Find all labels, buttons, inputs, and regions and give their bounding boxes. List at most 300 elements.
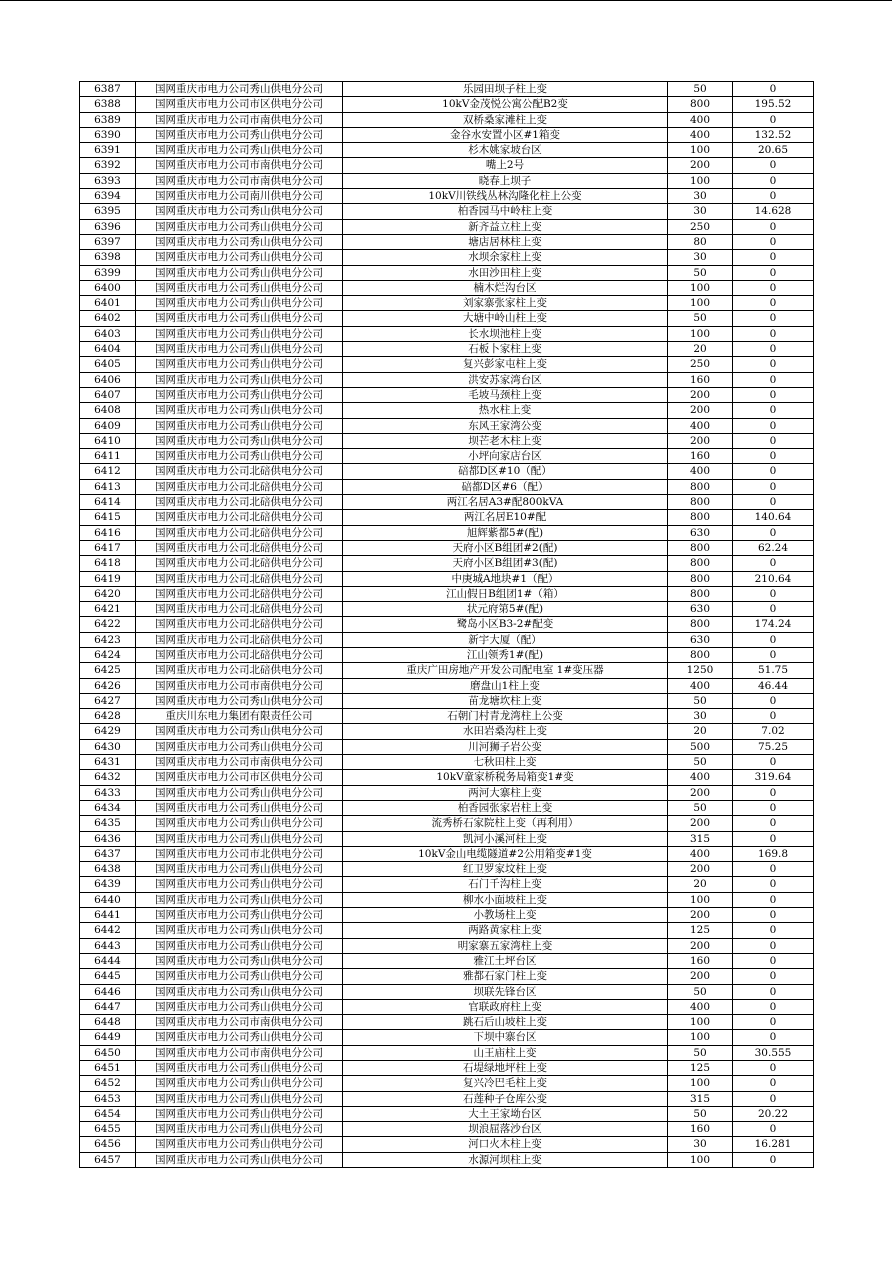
table-row [80,449,814,464]
capacity-cell: 100 [668,326,733,341]
row-number-cell: 6454 [80,1106,136,1121]
capacity-cell: 400 [668,112,733,127]
station-name-cell: 鹭岛小区B3-2#配变 [343,617,668,632]
row-number-cell: 6396 [80,219,136,234]
capacity-cell: 20 [668,342,733,357]
company-cell: 国网重庆市电力公司秀山供电分公司 [136,785,343,800]
value-cell: 0 [733,1015,814,1030]
station-name-cell: 两路黄家柱上变 [343,923,668,938]
station-name-cell: 磨盘山1柱上变 [343,678,668,693]
row-number-cell: 6435 [80,816,136,831]
station-name-cell: 水源河坝柱上变 [343,1152,668,1167]
station-name-cell: 重庆广田房地产开发公司配电室 1#变压器 [343,663,668,678]
value-cell: 132.52 [733,127,814,142]
station-name-cell: 热水柱上变 [343,403,668,418]
row-number-cell: 6436 [80,831,136,846]
row-number-cell: 6403 [80,326,136,341]
value-cell: 0 [733,280,814,295]
table-row [80,800,814,815]
value-cell: 0 [733,433,814,448]
table-row [80,953,814,968]
capacity-cell: 200 [668,969,733,984]
capacity-cell: 160 [668,372,733,387]
capacity-cell: 315 [668,1091,733,1106]
row-number-cell: 6388 [80,97,136,112]
value-cell: 0 [733,984,814,999]
station-name-cell: 江山假日B组团1#（箱） [343,586,668,601]
station-name-cell: 碚都D区#10（配） [343,464,668,479]
row-number-cell: 6434 [80,800,136,815]
value-cell: 0 [733,953,814,968]
row-number-cell: 6416 [80,525,136,540]
table-row [80,724,814,739]
company-cell: 国网重庆市电力公司秀山供电分公司 [136,892,343,907]
table-row [80,1045,814,1060]
capacity-cell: 125 [668,923,733,938]
capacity-cell: 800 [668,571,733,586]
table-row [80,999,814,1014]
capacity-cell: 30 [668,204,733,219]
capacity-cell: 315 [668,831,733,846]
row-number-cell: 6452 [80,1076,136,1091]
capacity-cell: 100 [668,892,733,907]
row-number-cell: 6414 [80,495,136,510]
station-name-cell: 柳水小面坡柱上变 [343,892,668,907]
company-cell: 国网重庆市电力公司市南供电分公司 [136,112,343,127]
table-row [80,1122,814,1137]
value-cell: 0 [733,250,814,265]
value-cell: 0 [733,1091,814,1106]
station-name-cell: 复兴彭家屯柱上变 [343,357,668,372]
capacity-cell: 100 [668,296,733,311]
station-name-cell: 石门千沟柱上变 [343,877,668,892]
capacity-cell: 630 [668,632,733,647]
table-row [80,296,814,311]
capacity-cell: 200 [668,908,733,923]
row-number-cell: 6408 [80,403,136,418]
company-cell: 国网重庆市电力公司秀山供电分公司 [136,953,343,968]
capacity-cell: 200 [668,785,733,800]
value-cell: 0 [733,326,814,341]
table-row [80,709,814,724]
row-number-cell: 6404 [80,342,136,357]
station-name-cell: 小教场柱上变 [343,908,668,923]
table-row [80,923,814,938]
table-row [80,831,814,846]
company-cell: 国网重庆市电力公司秀山供电分公司 [136,296,343,311]
value-cell: 0 [733,265,814,280]
value-cell: 0 [733,1061,814,1076]
capacity-cell: 500 [668,739,733,754]
table-row [80,877,814,892]
company-cell: 国网重庆市电力公司秀山供电分公司 [136,984,343,999]
table-row [80,280,814,295]
company-cell: 国网重庆市电力公司秀山供电分公司 [136,816,343,831]
value-cell: 0 [733,403,814,418]
station-name-cell: 水坝余家柱上变 [343,250,668,265]
row-number-cell: 6451 [80,1061,136,1076]
station-name-cell: 石板卜家柱上变 [343,342,668,357]
capacity-cell: 30 [668,709,733,724]
capacity-cell: 800 [668,479,733,494]
value-cell: 14.628 [733,204,814,219]
company-cell: 国网重庆市电力公司秀山供电分公司 [136,387,343,402]
station-name-cell: 10kV童家桥税务局箱变1#变 [343,770,668,785]
company-cell: 重庆川东电力集团有限责任公司 [136,709,343,724]
table-row [80,678,814,693]
value-cell: 0 [733,556,814,571]
station-name-cell: 流秀桥石家院柱上变（再利用） [343,816,668,831]
row-number-cell: 6425 [80,663,136,678]
capacity-cell: 200 [668,403,733,418]
capacity-cell: 400 [668,999,733,1014]
value-cell: 0 [733,969,814,984]
value-cell: 0 [733,372,814,387]
value-cell: 195.52 [733,97,814,112]
station-name-cell: 七秋田柱上变 [343,755,668,770]
station-name-cell: 新齐益立柱上变 [343,219,668,234]
row-number-cell: 6393 [80,173,136,188]
capacity-cell: 80 [668,234,733,249]
capacity-cell: 200 [668,387,733,402]
station-name-cell: 毛坡马颈柱上变 [343,387,668,402]
row-number-cell: 6405 [80,357,136,372]
row-number-cell: 6399 [80,265,136,280]
value-cell: 0 [733,938,814,953]
table-row [80,433,814,448]
capacity-cell: 400 [668,464,733,479]
company-cell: 国网重庆市电力公司北碚供电分公司 [136,602,343,617]
station-name-cell: 水田岩桑沟柱上变 [343,724,668,739]
value-cell: 0 [733,586,814,601]
station-name-cell: 洪安苏家湾台区 [343,372,668,387]
company-cell: 国网重庆市电力公司市区供电分公司 [136,97,343,112]
capacity-cell: 100 [668,1015,733,1030]
row-number-cell: 6438 [80,862,136,877]
value-cell: 0 [733,464,814,479]
value-cell: 0 [733,1076,814,1091]
value-cell: 0 [733,449,814,464]
value-cell: 0 [733,709,814,724]
row-number-cell: 6442 [80,923,136,938]
table-row [80,403,814,418]
company-cell: 国网重庆市电力公司秀山供电分公司 [136,418,343,433]
company-cell: 国网重庆市电力公司市南供电分公司 [136,173,343,188]
capacity-cell: 160 [668,953,733,968]
table-row [80,969,814,984]
value-cell: 0 [733,632,814,647]
capacity-cell: 1250 [668,663,733,678]
value-cell: 0 [733,693,814,708]
company-cell: 国网重庆市电力公司秀山供电分公司 [136,938,343,953]
row-number-cell: 6387 [80,82,136,97]
capacity-cell: 250 [668,219,733,234]
station-name-cell: 水田沙田柱上变 [343,265,668,280]
value-cell: 0 [733,908,814,923]
company-cell: 国网重庆市电力公司秀山供电分公司 [136,800,343,815]
company-cell: 国网重庆市电力公司秀山供电分公司 [136,250,343,265]
row-number-cell: 6421 [80,602,136,617]
company-cell: 国网重庆市电力公司秀山供电分公司 [136,82,343,97]
capacity-cell: 200 [668,433,733,448]
station-name-cell: 嘴上2号 [343,158,668,173]
table-row [80,1091,814,1106]
capacity-cell: 800 [668,495,733,510]
table-row [80,984,814,999]
table-row [80,770,814,785]
capacity-cell: 100 [668,173,733,188]
row-number-cell: 6455 [80,1122,136,1137]
value-cell: 0 [733,357,814,372]
station-name-cell: 坝芒老木柱上变 [343,433,668,448]
company-cell: 国网重庆市电力公司秀山供电分公司 [136,969,343,984]
table-row [80,632,814,647]
station-name-cell: 长水坝池柱上变 [343,326,668,341]
value-cell: 169.8 [733,846,814,861]
capacity-cell: 100 [668,1076,733,1091]
company-cell: 国网重庆市电力公司秀山供电分公司 [136,739,343,754]
row-number-cell: 6423 [80,632,136,647]
table-row [80,617,814,632]
capacity-cell: 50 [668,311,733,326]
value-cell: 0 [733,892,814,907]
company-cell: 国网重庆市电力公司北碚供电分公司 [136,495,343,510]
company-cell: 国网重庆市电力公司秀山供电分公司 [136,326,343,341]
company-cell: 国网重庆市电力公司秀山供电分公司 [136,433,343,448]
company-cell: 国网重庆市电力公司秀山供电分公司 [136,1030,343,1045]
row-number-cell: 6428 [80,709,136,724]
value-cell: 210.64 [733,571,814,586]
table-row [80,1137,814,1152]
station-name-cell: 乐园田坝子柱上变 [343,82,668,97]
table-row [80,479,814,494]
company-cell: 国网重庆市电力公司秀山供电分公司 [136,1076,343,1091]
station-name-cell: 跳石后山坡柱上变 [343,1015,668,1030]
capacity-cell: 20 [668,877,733,892]
table-row [80,127,814,142]
capacity-cell: 50 [668,265,733,280]
capacity-cell: 50 [668,82,733,97]
table-row [80,464,814,479]
row-number-cell: 6401 [80,296,136,311]
table-row [80,693,814,708]
station-name-cell: 杉木姚家坡台区 [343,143,668,158]
row-number-cell: 6392 [80,158,136,173]
value-cell: 75.25 [733,739,814,754]
company-cell: 国网重庆市电力公司秀山供电分公司 [136,357,343,372]
row-number-cell: 6400 [80,280,136,295]
value-cell: 16.281 [733,1137,814,1152]
company-cell: 国网重庆市电力公司秀山供电分公司 [136,908,343,923]
value-cell: 0 [733,82,814,97]
station-name-cell: 柏香园张家岩柱上变 [343,800,668,815]
company-cell: 国网重庆市电力公司秀山供电分公司 [136,311,343,326]
company-cell: 国网重庆市电力公司秀山供电分公司 [136,1137,343,1152]
table-row [80,372,814,387]
row-number-cell: 6402 [80,311,136,326]
row-number-cell: 6432 [80,770,136,785]
table-row [80,311,814,326]
company-cell: 国网重庆市电力公司北碚供电分公司 [136,525,343,540]
capacity-cell: 400 [668,770,733,785]
capacity-cell: 400 [668,846,733,861]
row-number-cell: 6440 [80,892,136,907]
value-cell: 0 [733,816,814,831]
capacity-cell: 400 [668,127,733,142]
station-name-cell: 10kV金茂悦公寓公配B2变 [343,97,668,112]
row-number-cell: 6413 [80,479,136,494]
value-cell: 0 [733,831,814,846]
row-number-cell: 6450 [80,1045,136,1060]
company-cell: 国网重庆市电力公司秀山供电分公司 [136,1122,343,1137]
table-row [80,495,814,510]
company-cell: 国网重庆市电力公司北碚供电分公司 [136,663,343,678]
table-row [80,357,814,372]
capacity-cell: 20 [668,724,733,739]
station-name-cell: 天府小区B组团#2(配) [343,540,668,555]
value-cell: 46.44 [733,678,814,693]
station-name-cell: 石堤绿地坪柱上变 [343,1061,668,1076]
capacity-cell: 30 [668,250,733,265]
capacity-cell: 50 [668,693,733,708]
company-cell: 国网重庆市电力公司市南供电分公司 [136,678,343,693]
company-cell: 国网重庆市电力公司秀山供电分公司 [136,1106,343,1121]
value-cell: 20.22 [733,1106,814,1121]
row-number-cell: 6424 [80,647,136,662]
station-name-cell: 10kV金山电缆隧道#2公用箱变#1变 [343,846,668,861]
table-row [80,234,814,249]
value-cell: 0 [733,158,814,173]
table-row [80,158,814,173]
capacity-cell: 125 [668,1061,733,1076]
company-cell: 国网重庆市电力公司北碚供电分公司 [136,540,343,555]
station-name-cell: 石朝门村青龙湾柱上公变 [343,709,668,724]
station-name-cell: 河口火木柱上变 [343,1137,668,1152]
row-number-cell: 6449 [80,1030,136,1045]
station-name-cell: 大土王家坳台区 [343,1106,668,1121]
company-cell: 国网重庆市电力公司北碚供电分公司 [136,571,343,586]
table-row [80,97,814,112]
company-cell: 国网重庆市电力公司北碚供电分公司 [136,647,343,662]
table-row [80,602,814,617]
station-name-cell: 复兴冷巴毛柱上变 [343,1076,668,1091]
company-cell: 国网重庆市电力公司秀山供电分公司 [136,1061,343,1076]
company-cell: 国网重庆市电力公司北碚供电分公司 [136,510,343,525]
capacity-cell: 160 [668,1122,733,1137]
value-cell: 62.24 [733,540,814,555]
table-row [80,908,814,923]
capacity-cell: 630 [668,602,733,617]
row-number-cell: 6415 [80,510,136,525]
capacity-cell: 800 [668,510,733,525]
station-name-cell: 官联政府柱上变 [343,999,668,1014]
table-row [80,418,814,433]
table-row [80,326,814,341]
station-name-cell: 川河狮子岩公变 [343,739,668,754]
company-cell: 国网重庆市电力公司市南供电分公司 [136,755,343,770]
value-cell: 0 [733,877,814,892]
station-name-cell: 10kV川铁线丛林沟隆化柱上公变 [343,189,668,204]
table-row [80,846,814,861]
capacity-cell: 160 [668,449,733,464]
capacity-cell: 100 [668,1152,733,1167]
value-cell: 0 [733,387,814,402]
row-number-cell: 6419 [80,571,136,586]
company-cell: 国网重庆市电力公司秀山供电分公司 [136,219,343,234]
station-name-cell: 东风王家湾公变 [343,418,668,433]
row-number-cell: 6422 [80,617,136,632]
station-name-cell: 小坪向家店台区 [343,449,668,464]
station-name-cell: 旭辉紫都5#(配) [343,525,668,540]
company-cell: 国网重庆市电力公司秀山供电分公司 [136,724,343,739]
table-row [80,739,814,754]
table-row [80,663,814,678]
company-cell: 国网重庆市电力公司秀山供电分公司 [136,862,343,877]
company-cell: 国网重庆市电力公司北碚供电分公司 [136,632,343,647]
row-number-cell: 6395 [80,204,136,219]
row-number-cell: 6406 [80,372,136,387]
table-row [80,785,814,800]
row-number-cell: 6433 [80,785,136,800]
company-cell: 国网重庆市电力公司北碚供电分公司 [136,479,343,494]
station-name-cell: 江山领秀1#(配) [343,647,668,662]
row-number-cell: 6444 [80,953,136,968]
row-number-cell: 6437 [80,846,136,861]
table-row [80,250,814,265]
company-cell: 国网重庆市电力公司秀山供电分公司 [136,204,343,219]
capacity-cell: 250 [668,357,733,372]
company-cell: 国网重庆市电力公司市北供电分公司 [136,846,343,861]
row-number-cell: 6410 [80,433,136,448]
row-number-cell: 6457 [80,1152,136,1167]
table-row [80,938,814,953]
table-row [80,342,814,357]
table-row [80,1015,814,1030]
table-row [80,755,814,770]
table-row [80,510,814,525]
value-cell: 0 [733,173,814,188]
station-name-cell: 双桥桑家滩柱上变 [343,112,668,127]
row-number-cell: 6448 [80,1015,136,1030]
value-cell: 0 [733,647,814,662]
company-cell: 国网重庆市电力公司秀山供电分公司 [136,127,343,142]
capacity-cell: 50 [668,984,733,999]
station-name-cell: 凯河小溪河柱上变 [343,831,668,846]
table-row [80,647,814,662]
row-number-cell: 6390 [80,127,136,142]
capacity-cell: 30 [668,1137,733,1152]
value-cell: 0 [733,923,814,938]
table-row [80,540,814,555]
table-row [80,586,814,601]
company-cell: 国网重庆市电力公司北碚供电分公司 [136,464,343,479]
company-cell: 国网重庆市电力公司市南供电分公司 [136,1015,343,1030]
company-cell: 国网重庆市电力公司秀山供电分公司 [136,923,343,938]
value-cell: 0 [733,1122,814,1137]
table-row [80,112,814,127]
capacity-cell: 100 [668,280,733,295]
table-row [80,525,814,540]
value-cell: 0 [733,1152,814,1167]
company-cell: 国网重庆市电力公司北碚供电分公司 [136,617,343,632]
station-name-cell: 塘店居林柱上变 [343,234,668,249]
value-cell: 0 [733,311,814,326]
company-cell: 国网重庆市电力公司市南供电分公司 [136,1045,343,1060]
row-number-cell: 6411 [80,449,136,464]
table-row [80,387,814,402]
value-cell: 30.555 [733,1045,814,1060]
capacity-cell: 50 [668,1045,733,1060]
